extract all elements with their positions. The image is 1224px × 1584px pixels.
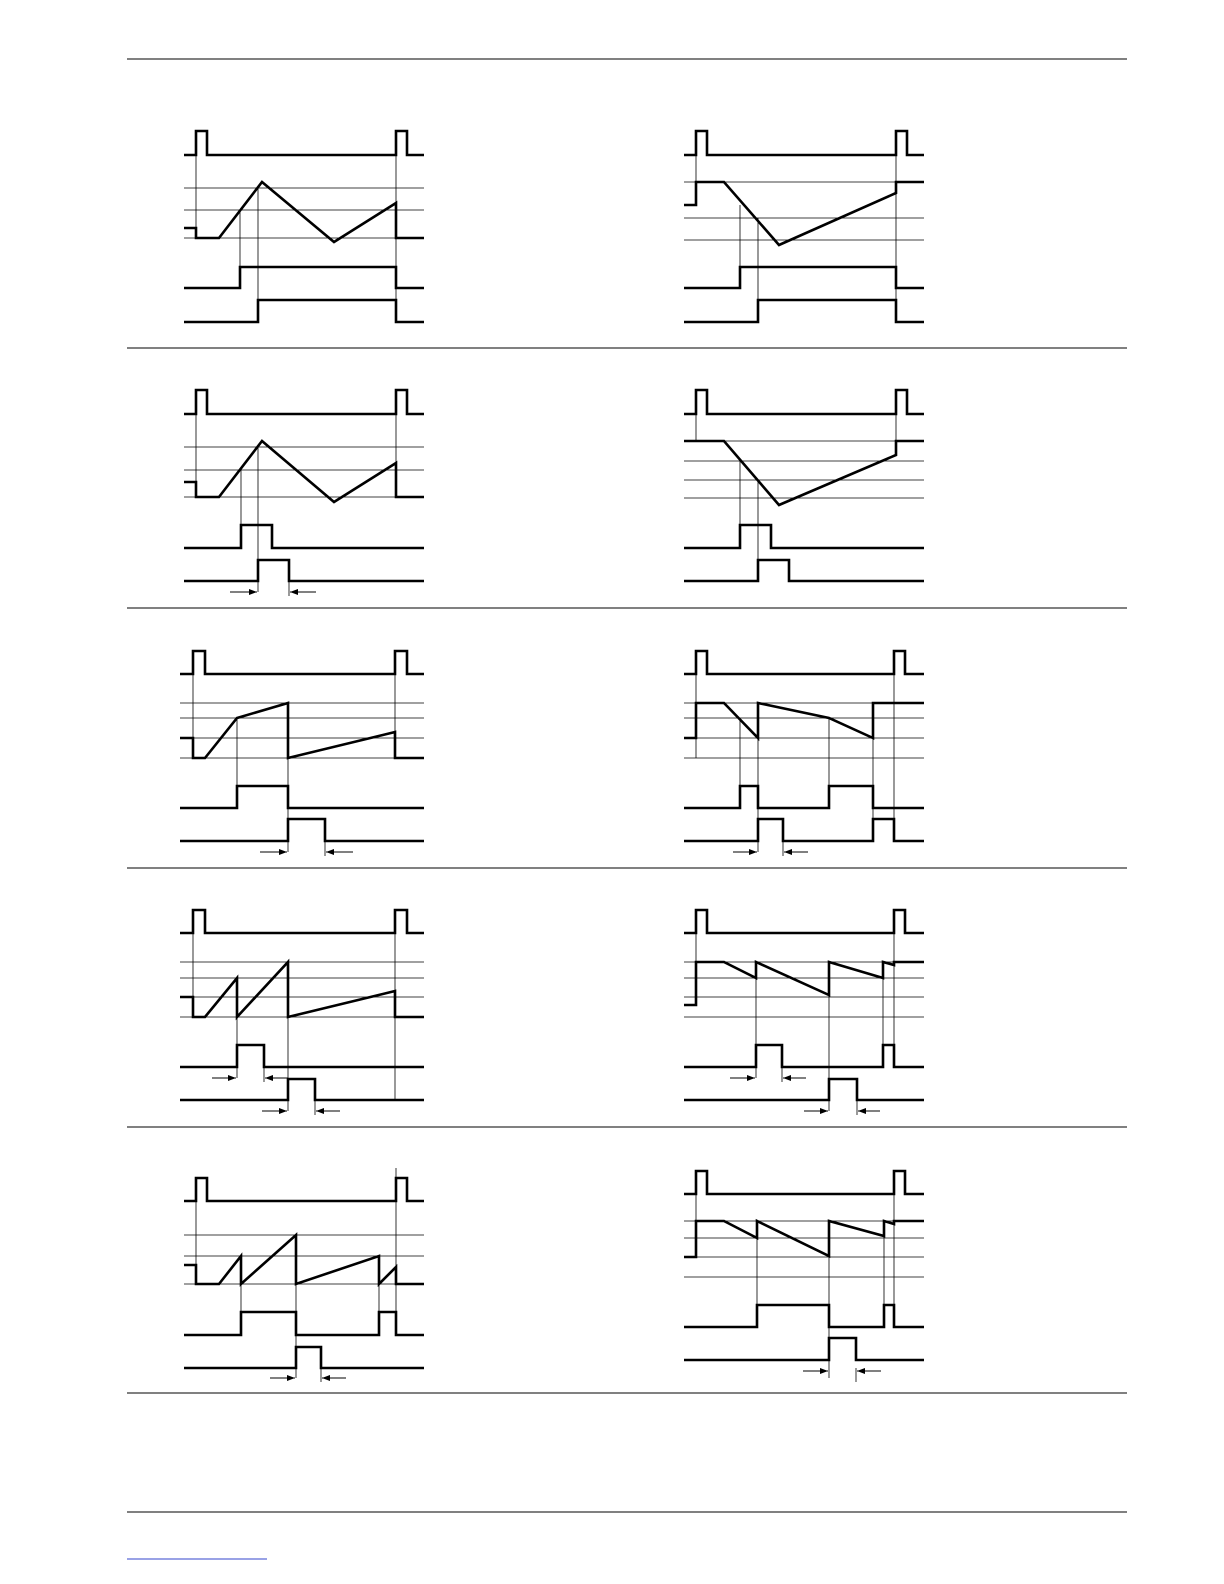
clock-signal: [180, 651, 424, 674]
panel-r2-left: [184, 390, 424, 596]
clock-signal: [180, 910, 424, 933]
panel-r1-left: [184, 131, 424, 322]
sawtooth-waveform: [684, 1221, 924, 1257]
output-pulse-1: [684, 1045, 924, 1067]
clock-signal: [684, 1171, 924, 1194]
output-pulse-2: [180, 1079, 424, 1100]
output-pulse-2: [684, 1338, 924, 1360]
output-pulse-1: [180, 786, 424, 808]
triangle-waveform: [684, 441, 924, 505]
panel-r4-left: [180, 910, 424, 1115]
output-pulse-1: [184, 1312, 424, 1335]
clock-signal: [684, 390, 924, 414]
output-pulse-2: [184, 560, 424, 581]
output-pulse-2: [684, 819, 924, 841]
output-pulse-2: [184, 300, 424, 322]
clock-signal: [684, 131, 924, 155]
output-pulse-2: [684, 560, 924, 581]
sawtooth-waveform: [684, 703, 924, 738]
clock-signal: [184, 1178, 424, 1201]
output-pulse-1: [184, 525, 424, 548]
panel-r2-right: [684, 390, 924, 581]
clock-signal: [184, 131, 424, 155]
clock-signal: [684, 651, 924, 674]
panel-r5-left: [184, 1168, 424, 1382]
triangle-waveform: [184, 441, 424, 502]
output-pulse-1: [184, 267, 424, 288]
output-pulse-1: [684, 525, 924, 548]
output-pulse-2: [184, 1347, 424, 1368]
output-pulse-1: [684, 267, 924, 288]
output-pulse-2: [684, 1079, 924, 1100]
sawtooth-waveform: [684, 962, 924, 1005]
output-pulse-1: [684, 786, 924, 808]
clock-signal: [184, 390, 424, 414]
ramp-waveform: [180, 703, 424, 758]
panel-r3-left: [180, 651, 424, 856]
sawtooth-waveform: [184, 1235, 424, 1284]
triangle-waveform: [684, 182, 924, 245]
clock-signal: [684, 910, 924, 933]
panel-r5-right: [684, 1171, 924, 1382]
output-pulse-2: [684, 300, 924, 322]
output-pulse-1: [684, 1305, 924, 1327]
panel-r3-right: [684, 651, 924, 856]
output-pulse-1: [180, 1045, 424, 1067]
triangle-waveform: [184, 182, 424, 242]
panel-r1-right: [684, 131, 924, 322]
panel-r4-right: [684, 910, 924, 1115]
sawtooth-waveform: [180, 962, 424, 1017]
output-pulse-2: [180, 819, 424, 841]
